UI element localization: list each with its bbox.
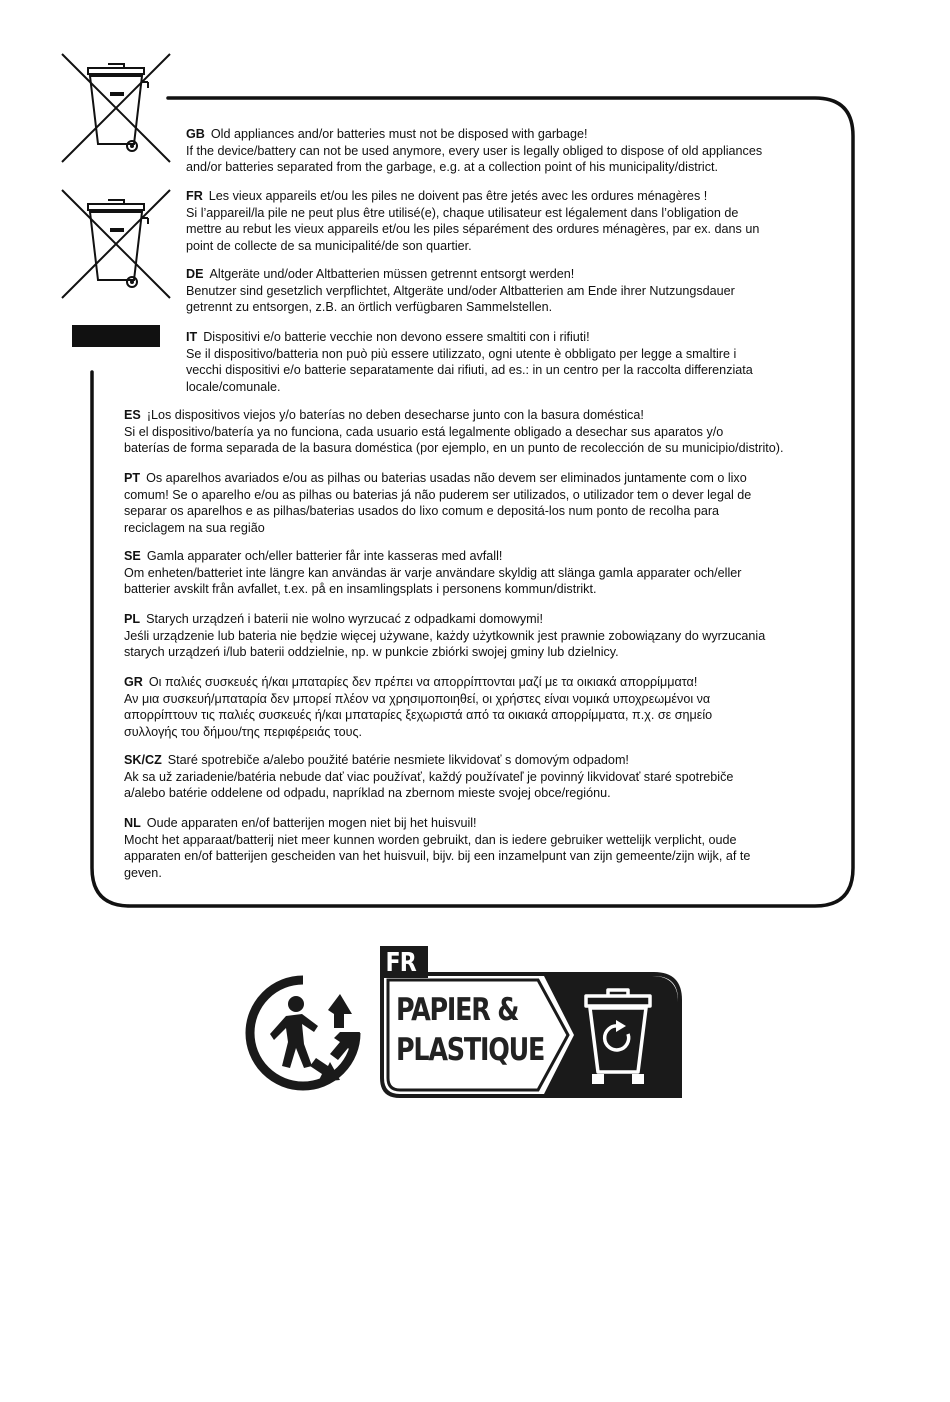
language-code: PT [124, 471, 141, 485]
notice-line: If the device/battery can not be used anymore, every user is legally obliged to dispose of old appliances [186, 143, 763, 158]
notice-line: locale/comunale. [186, 379, 281, 394]
notice-line: Mocht het apparaat/batterij niet meer kunnen worden gebruikt, dan is iedere gebruiker wettelijk verplicht, oude [124, 832, 737, 847]
notice-line: reciclagem na sua região [124, 520, 265, 535]
notice-line: a/alebo batérie oddelene od odpadu, napríklad na zbernom mieste svojej obce/regiónu. [124, 786, 611, 801]
sorting-line-1: PAPIER & [396, 992, 519, 1028]
notice-heading: Οι παλιές συσκευές ή/και μπαταρίες δεν πρέπει να απορρίπτονται μαζί με τα οικιακά απορρίμματα! [148, 675, 698, 689]
notice-pl [124, 611, 844, 661]
notice-line: Si el dispositivo/batería ya no funciona, cada usuario está legalmente obligado a desechar sus aparatos y/o [124, 424, 724, 439]
notice-line: comum! Se o aparelho e/ou as pilhas ou baterias já não puderem ser utilizados, o utilizador tem o dever legal de [124, 487, 752, 502]
notice-de [186, 266, 836, 316]
notice-line: baterías de forma separada de la basura doméstica (por ejemplo, en un punto de recolección de su municipio/distrito). [124, 441, 784, 456]
notice-heading: Les vieux appareils et/ou les piles ne doivent pas être jetés avec les ordures ménagères ! [208, 189, 708, 203]
notice-line: mettre au rebut les vieux appareils et/ou les piles séparément des ordures ménagères, par ex. dans un [186, 222, 760, 237]
notice-heading: Old appliances and/or batteries must not be disposed with garbage! [210, 127, 588, 141]
notice-heading: Altgeräte und/oder Altbatterien müssen getrennt entsorgt werden! [209, 267, 575, 281]
notice-line: separar os aparelhos e as pilhas/baterias usados do lixo comum e depositá-los num ponto de recolha para [124, 504, 720, 519]
notice-line: Si l’appareil/la pile ne peut plus être utilisé(e), chaque utilisateur est légalement dans l’obligation de [186, 205, 739, 220]
notice-line: Benutzer sind gesetzlich verpflichtet, Altgeräte und/oder Altbatterien am Ende ihrer Nutzungsdauer [186, 283, 735, 298]
notice-line: and/or batteries separated from the garbage, e.g. at a collection point of his municipality/district. [186, 160, 719, 175]
language-code: FR [186, 189, 203, 203]
recycling-logos [240, 940, 690, 1105]
notice-line: Jeśli urządzenie lub bateria nie będzie więcej używane, każdy użytkownik jest prawnie zobowiązany do wyrzucania [124, 628, 766, 643]
notice-nl [124, 815, 844, 881]
notice-heading: ¡Los dispositivos viejos y/o baterías no deben desecharse junto con la basura doméstica! [146, 408, 644, 422]
notice-heading: Dispositivi e/o batterie vecchie non devono essere smaltiti con i rifiuti! [203, 330, 590, 344]
recycling-bin-icon [580, 988, 656, 1088]
notice-line: απορρίπτουν τις παλιές συσκευές ή/και μπαταρίες ξεχωριστά από τα οικιακά απορρίμματα, π.χ. σε σημείο [124, 708, 713, 723]
notice-line: geven. [124, 865, 162, 880]
notice-line: point de collecte de sa municipalité/de son quartier. [186, 238, 472, 253]
crossed-out-wheelie-bin-icon [58, 52, 174, 164]
black-bar [72, 325, 160, 347]
language-code: PL [124, 612, 141, 626]
sorting-line-2: PLASTIQUE [396, 1032, 545, 1068]
notice-line: Ak sa už zariadenie/batéria nebude dať viac používať, každý používateľ je povinný likvidovať staré spotrebiče [124, 769, 734, 784]
notice-line: batterier avskilt från avfallet, t.ex. på en insamlingsplats i personens kommun/distrikt. [124, 582, 597, 597]
notice-line: vecchi dispositivi e/o batterie separatamente dai rifiuti, ad es.: in un centro per la raccolta differenziata [186, 363, 753, 378]
notice-gr [124, 674, 844, 740]
sorting-instruction [396, 990, 544, 1070]
country-code: FR [385, 948, 416, 978]
notice-gb [186, 126, 836, 176]
language-code: SK/CZ [124, 753, 162, 767]
notice-heading: Staré spotrebiče a/alebo použité batérie nesmiete likvidovať s domovým odpadom! [167, 753, 629, 767]
notice-line: getrennt zu entsorgen, z.B. an örtlich verfügbaren Sammelstellen. [186, 300, 553, 315]
notice-fr [186, 188, 836, 254]
notice-sk-cz [124, 752, 844, 802]
notice-heading: Os aparelhos avariados e/ou as pilhas ou baterias usadas não devem ser eliminados juntamente com o lixo [146, 471, 747, 485]
notice-line: συλλογής του δήμου/της περιφέρειάς τους. [124, 724, 363, 739]
notice-pt [124, 470, 844, 536]
notice-heading: Oude apparaten en/of batterijen mogen niet bij het huisvuil! [146, 816, 477, 830]
language-code: GR [124, 675, 143, 689]
notice-line: Om enheten/batteriet inte längre kan användas är varje användare skyldig att slänga gamla apparater och/eller [124, 565, 742, 580]
notice-line: starych urządzeń i/lub baterii oddzielnie, np. w punkcie zbiórki swojej gminy lub dzielnicy. [124, 645, 619, 660]
notice-line: apparaten en/of batterijen gescheiden van het huisvuil, bijv. bij een inzamelpunt van zijn gemeente/zijn wijk, af te [124, 849, 751, 864]
notice-line: Se il dispositivo/batteria non può più essere utilizzato, ogni utente è obbligato per legge a smaltire i [186, 346, 737, 361]
language-code: SE [124, 549, 141, 563]
notice-line: Αν μια συσκευή/μπαταρία δεν μπορεί πλέον να χρησιμοποιηθεί, οι χρήστες είναι νομικά υποχρεωμένοι να [124, 691, 711, 706]
notice-heading: Starych urządzeń i baterii nie wolno wyrzucać z odpadkami domowymi! [146, 612, 543, 626]
language-code: NL [124, 816, 141, 830]
notice-se [124, 548, 844, 598]
language-code: IT [186, 330, 198, 344]
language-code: GB [186, 127, 205, 141]
notice-heading: Gamla apparater och/eller batterier får inte kasseras med avfall! [146, 549, 503, 563]
language-code: ES [124, 408, 141, 422]
language-code: DE [186, 267, 204, 281]
notice-it [186, 329, 836, 395]
crossed-out-wheelie-bin-icon [58, 188, 174, 300]
triman-logo-icon [240, 970, 366, 1096]
notice-es [124, 407, 844, 457]
